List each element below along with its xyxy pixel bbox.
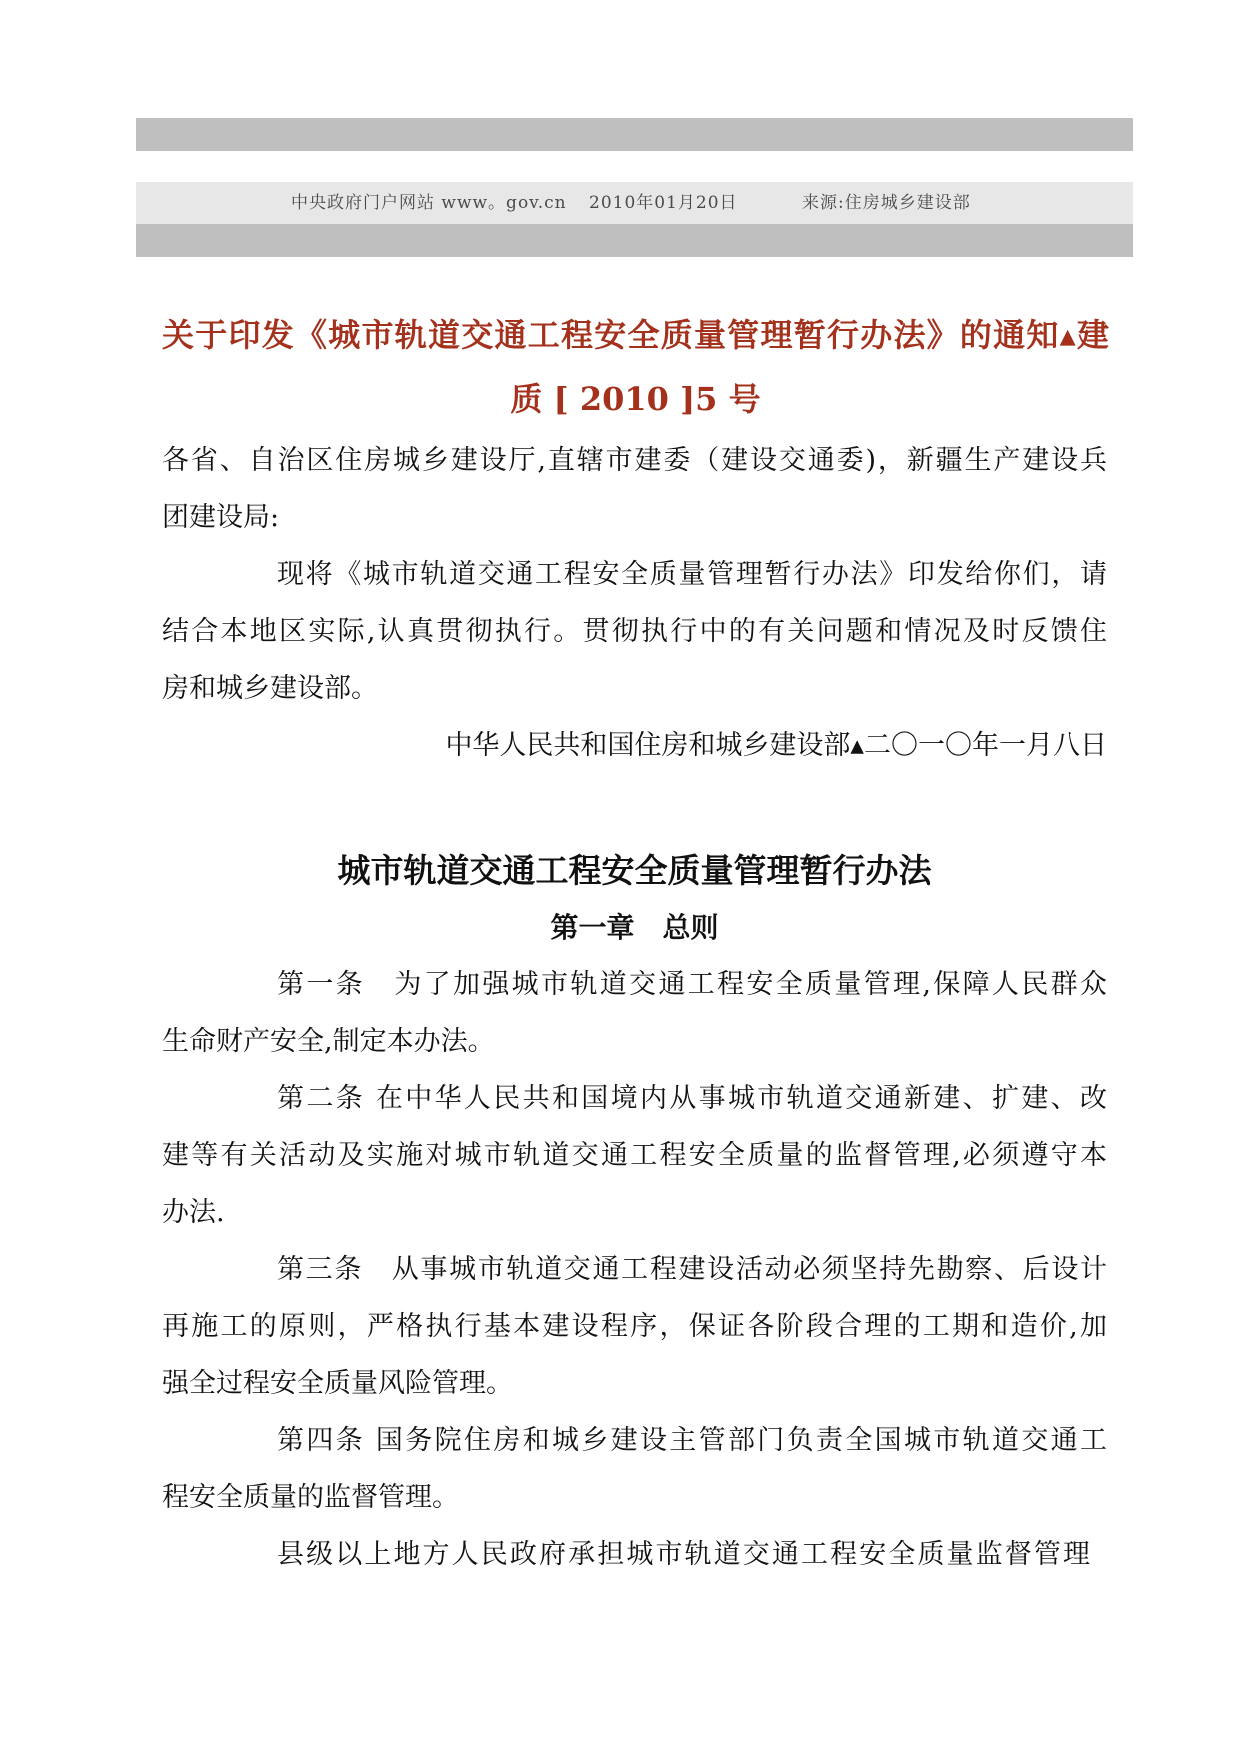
article-3: [162, 1241, 1107, 1412]
notice-body: [162, 432, 1107, 774]
article-4-line-2: 程安全质量的监督管理。: [162, 1482, 459, 1513]
article-4: [162, 1412, 1107, 1526]
article-3-line-1: 第三条 从事城市轨道交通工程建设活动必须坚持先勘察、后设计: [277, 1254, 1107, 1285]
addressee-line-1: 各省、自治区住房城乡建设厅,直辖市建委（建设交通委)，新疆生产建设兵: [162, 445, 1107, 476]
regulation-body: [162, 842, 1107, 1583]
notice-title-line-2: 质 [ 2010 ]5 号: [510, 380, 761, 418]
header-info-band: [136, 182, 1133, 224]
article-2-line-3: 办法.: [162, 1197, 225, 1228]
article-4-paragraph-2-line-1: 县级以上地方人民政府承担城市轨道交通工程安全质量监督管理: [277, 1539, 1090, 1570]
notice-body-line-2: 结合本地区实际,认真贯彻执行。贯彻执行中的有关问题和情况及时反馈住: [162, 616, 1107, 647]
article-2-line-1: 第二条 在中华人民共和国境内从事城市轨道交通新建、扩建、改: [277, 1083, 1107, 1114]
article-4-paragraph-2: [162, 1526, 1107, 1583]
chapter-heading: 第一章 总则: [550, 911, 719, 944]
notice-body-line-1: 现将《城市轨道交通工程安全质量管理暂行办法》印发给你们，请: [277, 559, 1107, 590]
header-bar-bottom: [136, 224, 1133, 257]
article-1-line-2: 生命财产安全,制定本办法。: [162, 1026, 495, 1057]
notice-title: [162, 303, 1109, 431]
notice-body-line-3: 房和城乡建设部。: [162, 673, 378, 704]
article-3-line-2: 再施工的原则，严格执行基本建设程序，保证各阶段合理的工期和造价,加: [162, 1311, 1107, 1342]
header-bar-top: [136, 118, 1133, 151]
article-1: [162, 956, 1107, 1070]
notice-signature: 中华人民共和国住房和城乡建设部▴二〇一〇年一月八日: [445, 730, 1107, 761]
header-date-text: 2010年01月20日: [589, 193, 738, 213]
article-2-line-2: 建等有关活动及实施对城市轨道交通工程安全质量的监督管理,必须遵守本: [162, 1140, 1107, 1171]
article-3-line-3: 强全过程安全质量风险管理。: [162, 1368, 513, 1399]
header-site-text: 中央政府门户网站 www。gov.cn: [291, 193, 567, 213]
regulation-title: 城市轨道交通工程安全质量管理暂行办法: [337, 851, 932, 890]
header-source-text: 来源:住房城乡建设部: [802, 193, 971, 213]
notice-title-line-1: 关于印发《城市轨道交通工程安全质量管理暂行办法》的通知▴建: [162, 316, 1109, 354]
article-4-line-1: 第四条 国务院住房和城乡建设主管部门负责全国城市轨道交通工: [277, 1425, 1107, 1456]
article-1-line-1: 第一条 为了加强城市轨道交通工程安全质量管理,保障人民群众: [277, 969, 1107, 1000]
addressee-line-2: 团建设局:: [162, 502, 280, 533]
article-2: [162, 1070, 1107, 1241]
